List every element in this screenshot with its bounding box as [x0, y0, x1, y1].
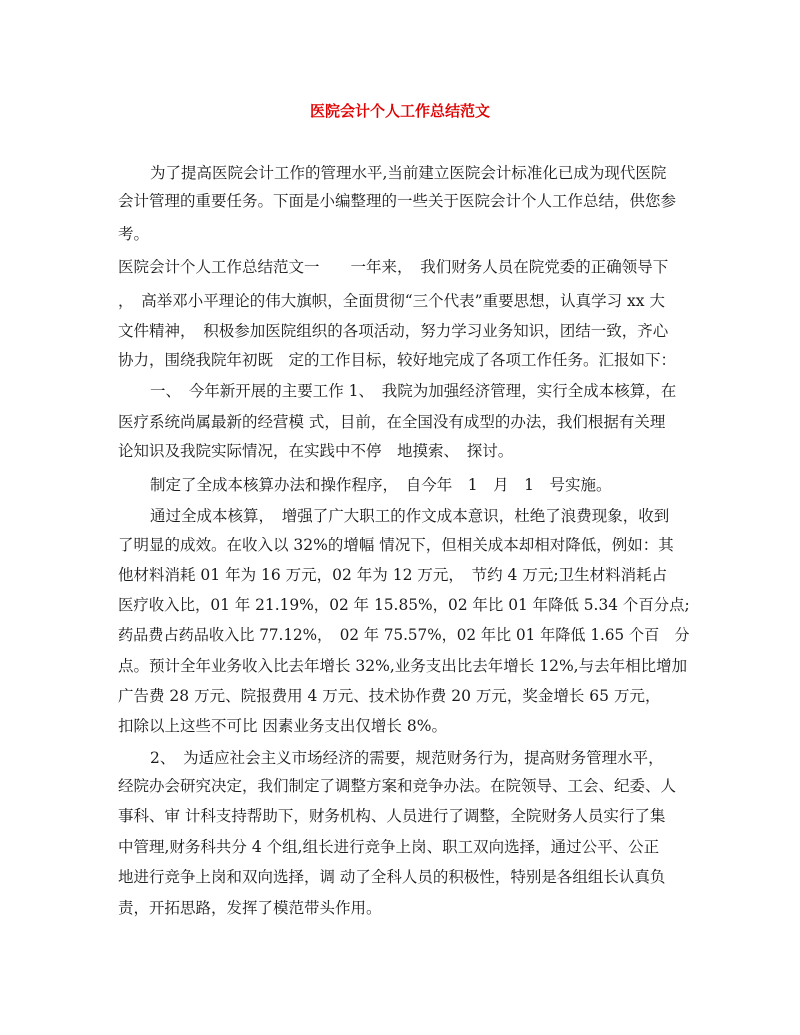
- paragraph-line: 制定了全成本核算办法和操作程序， 自今年 1 月 1 号实施。: [150, 476, 612, 494]
- paragraph-line: 药品费占药品收入比 77.12%， 02 年 75.57%，02 年比 01 年降低 1.65 个百 分: [118, 626, 690, 644]
- paragraph-line: 文件精神， 积极参加医院组织的各项活动，努力学习业务知识，团结一致，齐心: [118, 322, 669, 340]
- paragraph-line: 广告费 28 万元、院报费用 4 万元、技术协作费 20 万元，奖金增长 65 万元，: [118, 687, 661, 705]
- paragraph-line: 为了提高医院会计工作的管理水平,当前建立医院会计标准化已成为现代医院: [150, 164, 667, 182]
- paragraph-line: 经院办会研究决定，我们制定了调整方案和竞争办法。在院领导、工会、纪委、人: [118, 777, 677, 795]
- paragraph-line: 中管理,财务科共分 4 个组,组长进行竞争上岗、职工双向选择，通过公平、公正: [118, 838, 660, 856]
- paragraph-line: 考。: [118, 225, 150, 243]
- paragraph-line: 地进行竞争上岗和双向选择，调 动了全科人员的积极性，特别是各组组长认真负: [118, 868, 666, 886]
- paragraph-line: 通过全成本核算， 增强了广大职工的作文成本意识，杜绝了浪费现象，收到: [150, 507, 670, 525]
- paragraph-line: 协力，围绕我院年初既 定的工作目标，较好地完成了各项工作任务。汇报如下：: [118, 351, 677, 369]
- paragraph-line: 了明显的成效。在收入以 32%的增幅 情况下，但相关成本却相对降低，例如：其: [118, 536, 674, 554]
- paragraph-line: 医疗收入比，01 年 21.19%，02 年 15.85%，02 年比 01 年降低 5.34 个百分点;: [118, 596, 690, 614]
- paragraph-line: ， 高举邓小平理论的伟大旗帜，全面贯彻“三个代表”重要思想，认真学习 xx 大: [118, 292, 665, 310]
- paragraph-line: 责，开拓思路，发挥了模范带头作用。: [118, 899, 382, 917]
- paragraph-line: 扣除以上这些不可比 因素业务支出仅增长 8%。: [118, 717, 447, 735]
- paragraph-line: 事科、审 计科支持帮助下，财务机构、人员进行了调整，全院财务人员实行了集: [118, 807, 666, 825]
- paragraph-line: 论知识及我院实际情况，在实践中不停 地摸索、 探讨。: [118, 442, 514, 460]
- paragraph-line: 医疗系统尚属最新的经营模 式，目前，在全国没有成型的办法，我们根据有关理: [118, 413, 666, 431]
- paragraph-line: 点。预计全年业务收入比去年增长 32%,业务支出比去年增长 12%,与去年相比增加: [118, 657, 688, 675]
- paragraph-line: 会计管理的重要任务。下面是小编整理的一些关于医院会计个人工作总结，供您参: [118, 192, 677, 210]
- paragraph-line: 他材料消耗 01 年为 16 万元，02 年为 12 万元， 节约 4 万元;卫生材料消耗占: [118, 566, 668, 584]
- paragraph-line: 医院会计个人工作总结范文一 一年来， 我们财务人员在院党委的正确领导下: [118, 258, 669, 276]
- paragraph-line: 2、 为适应社会主义市场经济的需要，规范财务行为，提高财务管理水平，: [150, 749, 664, 767]
- paragraph-line: 一、 今年新开展的主要工作 1、 我院为加强经济管理，实行全成本核算，在: [150, 382, 677, 400]
- document-title: 医院会计个人工作总结范文: [309, 102, 490, 120]
